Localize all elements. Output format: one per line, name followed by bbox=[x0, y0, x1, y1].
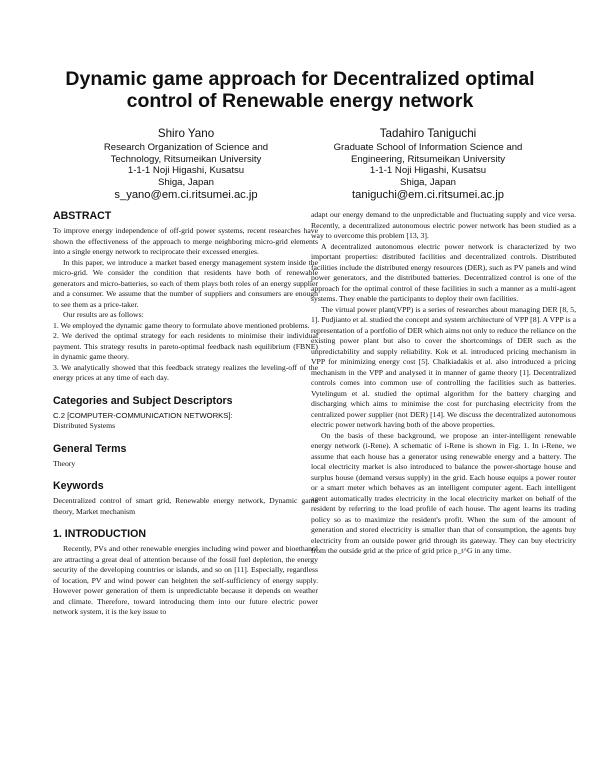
author-address: Shiga, Japan bbox=[399, 176, 456, 188]
ccs-line: C.2 [COMPUTER-COMMUNICATION NETWORKS]: bbox=[53, 410, 233, 420]
left-column bbox=[53, 210, 318, 618]
body-paragraph: A decentralized autonomous electric power network is characterized by two important properties: distributed facilities and decentralized controls. Distributed facilities include the distributed energy resources (DER), such as PV panels and wind power generators, and the distributed batteries. Decentralized control is one of the approach for the optimal control of these facilities in such a manner as a multi-agent systems. They enable the participants to deploy their own facilities. bbox=[311, 241, 576, 303]
abstract-paragraph: To improve energy independence of off-grid power systems, recent researches have shown the effectiveness of the approach to merge neighboring micro-grid elements into a single energy network to reciprocate their excessed energies. bbox=[53, 226, 318, 256]
body-paragraph: The virtual power plant(VPP) is a series of researches about managing DER [8, 5, 1]. Pudjianto et al. studied the concept and system architecture of VPP [8]. A VPP is a representation of a portfolio of DER which aims not only to reduce the reliance on the existing power plant but also to cover the shortcomings of DER such as the unpredictability and supply reliability. Kok et al. introduced pricing mechanism in VPP for minimizing energy cost [5]. Chalkiadakis et al. also introduced a pricing mechanism in the VPP and analysed it in manner of game theory [1]. Decentralized controls comes into common use of controlling the facilities such as batteries. Vytelingum et al. studied the optimal algorithm for the battery charging and discharging which aims to minimise the cost for purchasing electricity from the centralized power supplier (not DER) [14]. We discuss the decentralized autonomous electric power network having both of the above properties. bbox=[311, 304, 576, 429]
keywords-text: Decentralized control of smart grid, Renewable energy network, Dynamic game theory, Market mechanism bbox=[53, 496, 318, 516]
author-address: 1-1-1 Noji Higashi, Kusatsu bbox=[127, 165, 245, 177]
categories-heading: Categories and Subject Descriptors bbox=[53, 394, 233, 407]
ccs-line: Distributed Systems bbox=[53, 421, 116, 430]
result-item: 1. We employed the dynamic game theory to formulate above mentioned problems. bbox=[53, 320, 310, 330]
author-address: Shiga, Japan bbox=[157, 176, 214, 188]
abstract-heading: ABSTRACT bbox=[53, 210, 112, 222]
author-block-1 bbox=[66, 127, 306, 202]
author-affiliation: Engineering, Ritsumeikan University bbox=[350, 153, 506, 165]
author-address: 1-1-1 Noji Higashi, Kusatsu bbox=[369, 165, 487, 177]
general-terms-heading: General Terms bbox=[53, 442, 127, 455]
author-email: s_yano@em.ci.ritsumei.ac.jp bbox=[114, 189, 258, 202]
body-paragraph: Recently, PVs and other renewable energies including wind power and bioethanol are attracting a great deal of attention because of the fossil fuel depletion, the energy security of the developing countries or islands, and so on [11]. Especially, regardless of location, PV and wind power can heighten the self-sufficiency of energy supply. However power generation of them is unpredictable because it depends on weather and climate. Therefore, toward introducing them into our future electric power network system, it is the key issue to bbox=[53, 544, 318, 616]
result-item: 3. We analytically showed that this feedback strategy realizes the leveling-off of the energy prices at any time of each day. bbox=[53, 362, 318, 382]
paper-title: Dynamic game approach for Decentralized optimal control of Renewable energy network bbox=[65, 68, 535, 112]
author-name: Tadahiro Taniguchi bbox=[379, 127, 477, 140]
author-affiliation: Technology, Ritsumeikan University bbox=[110, 153, 262, 165]
author-block-2 bbox=[308, 127, 548, 202]
introduction-heading: 1. INTRODUCTION bbox=[53, 528, 146, 540]
right-column bbox=[311, 210, 576, 557]
abstract-paragraph: Our results are as follows: bbox=[63, 310, 144, 319]
author-affiliation: Research Organization of Science and bbox=[103, 142, 269, 153]
body-paragraph: On the basis of these background, we propose an inter-intelligent renewable energy network (i-Rene). A schematic of i-Rene is shown in Fig. 1. In i-Rene, we assume that each house has a generator using renewable energy and a battery. The local electricity market is also introduced to balance the power-shortage house and surplus house (demand versus supply) in the grid. Each house equips a power router or a smart meter which behaves as an intelligent computer agent. Each intelligent agent automatically trades electricity in the local electricity market on behalf of the resident by referring to the load profile of each house. The agent learns its trading policy so as to maximize the resident's profit. When the sum of the amount of generation and stored electricity is smaller than that of consumption, the agents buy electricity from an outside power grid through its gateway. They can buy electricity from the outside grid at the price of grid price p_t^G in any time. bbox=[311, 430, 576, 555]
keywords-heading: Keywords bbox=[53, 480, 104, 492]
abstract-paragraph: In this paper, we introduce a market based energy management system inside the micro-grid. We consider the condition that residents have both of renewable generators and micro-batteries, so each of them plays both roles of an energy supplier and a consumer. We assume that the number of suppliers and consumers are enough to see them as a price-taker. bbox=[53, 257, 318, 309]
author-affiliation: Graduate School of Information Science and bbox=[333, 142, 523, 153]
author-name: Shiro Yano bbox=[157, 127, 215, 140]
general-terms-text: Theory bbox=[53, 458, 76, 468]
body-paragraph: adapt our energy demand to the unpredictable and fluctuating supply and vice versa. Recently, a decentralized autonomous electric power network has been studied as a way to overcome this problem [13, 3]. bbox=[311, 210, 576, 240]
author-email: taniguchi@em.ci.ritsumei.ac.jp bbox=[352, 189, 504, 202]
result-item: 2. We derived the optimal strategy for each residents to minimise their individual payment. This strategy results in pareto-optimal feedback nash equilibrium (FBNE) in dynamic game theory. bbox=[53, 331, 318, 361]
